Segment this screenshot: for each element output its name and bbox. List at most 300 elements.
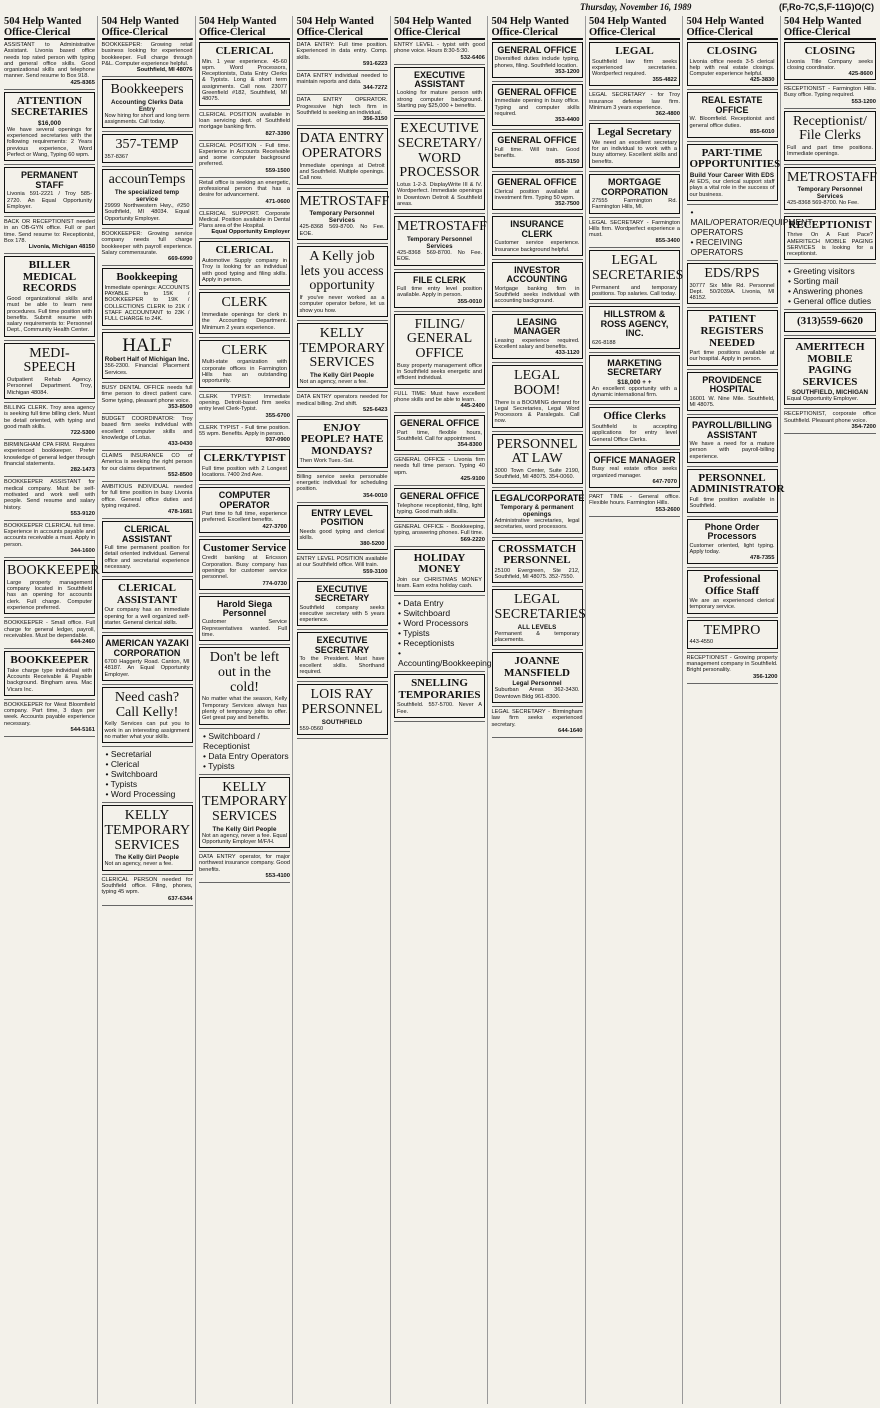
classified-ad: [199, 487, 290, 532]
ad-divider: [394, 388, 485, 389]
ad-headline: LOIS RAY PERSONNEL: [301, 687, 383, 717]
classified-ad: [687, 570, 778, 614]
ad-divider: [199, 289, 290, 290]
column-heading: 504 Help Wanted Office-Clerical: [784, 16, 876, 40]
ad-headline: Phone Order Processors: [704, 521, 760, 542]
classified-ad: [199, 394, 290, 419]
ad-phone: 532-6406: [460, 54, 485, 61]
ad-divider: [784, 263, 876, 264]
classified-ad: [589, 220, 680, 245]
ad-phone: 569-2220: [460, 536, 485, 543]
ad-body: Outpatient Rehab Agency. Personnel Department. Troy, Michigan 48084.: [7, 377, 92, 396]
column-heading: 504 Help Wanted Office-Clerical: [394, 16, 485, 40]
ad-divider: [687, 204, 778, 205]
classified-column: [2, 16, 98, 1404]
ad-body: Customer Service Representatives wanted. Full time.: [202, 619, 287, 638]
ad-body: BOOKKEEPER ASSISTANT for medical company. Must be self-motivated and work well with people. Send resume and salary history.: [4, 479, 95, 511]
ad-body: Part time to full time, experience preferred. Excellent benefits.: [202, 511, 287, 524]
ad-headline: ATTENTION SECRETARIES: [11, 94, 88, 119]
ad-body: Lotus 1-2-3. DisplayWrite III & IV. Wordperfect. Immediate openings in Downtown Detroit & Southfield areas.: [397, 182, 482, 207]
ad-divider: [199, 109, 290, 110]
ad-phone: 637-6344: [168, 895, 193, 902]
ad-body: Immediate openings for clerk in the Accounting Department. Minimum 2 years experience.: [202, 311, 287, 331]
classified-ad: [394, 598, 492, 669]
ad-headline: PART-TIME OPPORTUNITIES: [689, 146, 781, 171]
ad-subhead: Temporary Personnel Services: [406, 235, 473, 250]
ad-divider: [297, 320, 388, 321]
ad-divider: [589, 449, 680, 450]
ad-body: Full time position available in Southfield.: [689, 497, 775, 510]
classified-ad: [102, 385, 193, 410]
ad-divider: [492, 213, 583, 214]
ad-body: LEGAL SECRETARY - for Troy insurance defense law firm. Minimum 3 years experience.: [589, 92, 680, 112]
classified-ad: [297, 394, 388, 413]
ad-headline: Need cash? Call Kelly!: [114, 690, 180, 720]
ad-divider: [297, 94, 388, 95]
classified-ad: [102, 416, 193, 447]
classified-ad: [687, 263, 778, 305]
ad-headline: BOOKKEEPER: [10, 654, 89, 667]
ad-body: Leasing experience required. Excellent salary and benefits.: [494, 337, 580, 350]
ad-divider: [4, 699, 95, 700]
ad-phone: 544-5161: [70, 727, 95, 734]
ad-headline: OFFICE MANAGER: [593, 454, 676, 465]
classified-ad: [4, 620, 95, 645]
ad-phone: 774-0730: [262, 580, 287, 587]
ad-body: Telephone receptionist, filing, light typing. Good math skills.: [397, 502, 482, 515]
classified-ad: [492, 540, 583, 584]
ad-divider: [589, 217, 680, 218]
ad-phone: 355-4822: [652, 77, 677, 84]
ad-divider: [297, 391, 388, 392]
ad-headline: LEASING MANAGER: [513, 316, 561, 337]
ad-divider: [4, 476, 95, 477]
ad-headline: Professional Office Staff: [703, 573, 761, 597]
ad-body: RECEPTIONIST - Growing property management company in Southfield. Bright personality.: [686, 654, 778, 674]
ad-divider: [297, 416, 388, 417]
classified-ad: [492, 174, 583, 210]
ad-divider: [492, 259, 583, 260]
ad-headline: CLERICAL: [215, 244, 274, 257]
classified-ad: [4, 442, 95, 473]
classified-ad: [102, 169, 193, 225]
ad-phone: 647-7070: [652, 478, 677, 485]
ad-body: Immediate openings: ACCOUNTS PAYABLE to 15K / BOOKKEEPER to 19K / COLLECTIONS CLERK to 21K / STAFF ACCOUNTANT to 23K / FULL CHARGE to 24K.: [104, 284, 190, 323]
ad-phone: 425-3830: [750, 77, 775, 84]
ad-divider: [297, 738, 388, 739]
ad-body: LEGAL SECRETARY - Birmingham law firm seeks experienced secretary.: [491, 709, 583, 728]
ad-body: DATA ENTRY operator, for major northwest insurance company. Good benefits.: [199, 854, 290, 873]
classified-ad: [199, 731, 290, 771]
ad-body: CLERICAL POSITION - Full time. Experience in Accounts Receivable and some computer background preferred.: [199, 142, 290, 168]
ad-headline: REAL ESTATE OFFICE: [701, 95, 763, 115]
ad-divider: [394, 546, 485, 547]
ad-body: 425-8368 569-8700. No Fee. EOE.: [397, 249, 482, 263]
ad-divider: [199, 882, 290, 883]
ad-phone: 559-1500: [265, 167, 290, 174]
classified-ad: [394, 457, 485, 482]
classified-ad: [589, 42, 680, 86]
classified-ad: [492, 434, 583, 484]
ad-divider: [394, 595, 485, 596]
ad-body: Part time, flexible hours, Southfield. Call for appointment.: [397, 429, 482, 442]
ad-body: Livonia office needs 3-5 clerical help with real estate closings. Computer experience helpful.: [689, 58, 775, 78]
ad-body: 30777 Six Mile Rd. Personnel Dept. 50/2039A. Livonia, MI 48152.: [689, 282, 775, 302]
ad-phone: 425-9100: [460, 476, 485, 483]
ad-body: CLERICAL PERSON needed for Southfield office. Filing, phones, typing 45 wpm.: [101, 876, 193, 896]
ad-body: Equal Opportunity Employer.: [787, 396, 859, 403]
ad-subhead: $16,000: [37, 119, 62, 127]
classified-ad: [784, 216, 876, 261]
classified-ad: [394, 391, 485, 410]
classified-ad: [4, 651, 95, 696]
ad-body: Full time entry level position available. Apply in person.: [397, 286, 482, 299]
classified-ad: [589, 407, 680, 445]
classified-ad: [199, 449, 290, 481]
ad-phone: 553-4100: [265, 873, 290, 880]
ad-divider: [102, 228, 193, 229]
bullet-item: • Secretarial: [105, 749, 152, 760]
ad-body: DATA ENTRY: Full time position. Experienced in data entry. Comp. skills.: [296, 42, 388, 61]
ad-headline: COMPUTER OPERATOR: [218, 490, 271, 510]
ad-divider: [4, 253, 95, 254]
columns-container: [2, 16, 878, 1404]
ad-subhead: SOUTHFIELD, MICHIGAN: [791, 389, 869, 397]
ad-headline: LEGAL SECRETARIES: [494, 592, 586, 623]
bullet-item: • Word Processing: [105, 789, 176, 800]
ad-divider: [589, 352, 680, 353]
ad-headline: FILING/ GENERAL OFFICE: [406, 316, 473, 361]
ad-phone: 669-6990: [168, 256, 193, 263]
ad-divider: [492, 706, 583, 707]
ad-headline: GENERAL OFFICE: [497, 87, 577, 98]
ad-body: Permanent and temporary positions. Top salaries. Call today.: [592, 284, 677, 298]
classified-column: [392, 16, 492, 1404]
classified-ad: [687, 519, 778, 564]
ad-phone: 356-3150: [363, 116, 388, 123]
ad-headline: INVESTOR ACCOUNTING: [506, 264, 568, 285]
ad-body: Retail office is seeking an energetic, professional person that has a desire for advancement.: [199, 179, 290, 199]
ad-headline: PERSONNEL ADMINISTRATOR: [689, 471, 785, 496]
classified-ad: [492, 490, 583, 534]
ad-subhead: SOUTHFIELD: [321, 718, 363, 726]
ad-divider: [492, 81, 583, 82]
ad-divider: [589, 516, 680, 517]
ad-body: BIRMINGHAM CPA FIRM. Requires experienced bookkeeper. Prefer knowledge of general ledger through financial statements.: [4, 442, 95, 468]
ad-body: ASSISTANT to Administrative Assistant. Livonia based office needs top rated person with typing and general office skills. Good organizational skills and telephone manner. Send resume to Box 918.: [4, 42, 95, 80]
classified-ad: [102, 805, 193, 870]
ad-body: Not an agency, never a fee. Equal Opportunity Employer M/F/H.: [202, 832, 287, 845]
bullet-item: • Sorting mail: [788, 276, 839, 287]
ad-headline: ENJOY PEOPLE? HATE MONDAYS?: [300, 421, 384, 457]
classified-ad: [199, 143, 290, 174]
classified-ad: [687, 42, 778, 86]
ad-body: Min. 1 year experience. 45-60 wpm. Word Processors, Receptionists, Data Entry Clerks & Typists. Long & short term assignments. Call now. 23077 Greenfield #182, Southfield, MI 48075.: [202, 58, 287, 103]
ad-body: ENTRY LEVEL POSITION available at our Southfield office. Will train.: [296, 556, 388, 569]
classified-ad: [394, 118, 485, 210]
ad-divider: [589, 120, 680, 121]
classified-ad: [687, 469, 785, 513]
ad-body: BUSY DENTAL OFFICE needs full time person to direct patient care. Some typing, pleasant phone voice.: [101, 385, 193, 404]
ad-phone: 445-2400: [460, 403, 485, 410]
classified-ad: [492, 314, 583, 359]
classified-ad: [394, 67, 485, 113]
ad-phone: 722-5300: [70, 430, 95, 437]
classified-ad: [589, 250, 684, 300]
ad-phone: 353-8500: [168, 403, 193, 410]
ad-headline: 357-TEMP: [115, 137, 179, 153]
ad-body: BILLING CLERK. Troy area agency is seeking full time billing clerk. Must be detail oriented, with typing and good math skills.: [4, 405, 95, 430]
classified-ad: [589, 494, 680, 513]
ad-headline: DATA ENTRY OPERATORS: [299, 131, 385, 162]
classified-ad: [492, 84, 583, 126]
bullet-item: • Greeting visitors: [788, 266, 855, 277]
ad-body: DATA ENTRY OPERATOR. Progressive high tech firm in Southfield is seeking an individual.: [296, 97, 388, 117]
classified-column: [197, 16, 293, 1404]
classified-ad: [784, 338, 876, 405]
ad-headline: EXECUTIVE SECRETARY: [314, 583, 370, 604]
ad-headline: Receptionist/ File Clerks: [793, 113, 867, 144]
ad-body: Administrative secretaries, legal secretaries, word processors.: [494, 518, 580, 531]
ad-body: Part time positions available at our hospital. Apply in person.: [689, 350, 775, 363]
classified-ad: [297, 505, 388, 550]
ad-divider: [102, 166, 193, 167]
ad-body: BOOKKEEPER for West Bloomfield company. Part time, 3 days per week. Accounts payable experience necessary.: [4, 701, 95, 727]
classified-ad: [102, 521, 193, 573]
classified-ad: [492, 589, 586, 646]
classified-ad: [297, 73, 388, 92]
ad-divider: [394, 721, 485, 722]
ad-subhead: Temporary & permanent openings: [500, 504, 574, 519]
ad-divider: [199, 593, 290, 594]
classified-ad: [394, 272, 485, 308]
classified-ad: [102, 877, 193, 902]
ad-divider: [492, 171, 583, 172]
ad-body: CLAIMS INSURANCE CO of America is seeking the right person for our claims department.: [101, 453, 193, 472]
classified-ad: [4, 343, 95, 399]
ad-divider: [394, 521, 485, 522]
ad-headline: CLERICAL ASSISTANT: [121, 524, 173, 544]
ad-headline: Harold Siega Personnel: [216, 598, 272, 618]
ad-divider: [199, 208, 290, 209]
bullet-item: • Typists: [203, 760, 235, 771]
classified-ad: [687, 655, 778, 680]
ad-body: RECEPTIONIST, corporate office Southfield. Pleasant phone voice.: [784, 411, 876, 424]
classified-ad: [297, 684, 388, 735]
classified-ad: [784, 266, 876, 306]
ad-body: Looking for mature person with strong computer background. Starting pay $25,000 + benefits.: [397, 90, 482, 110]
bullet-item: • Typists: [105, 779, 138, 790]
ad-body: Automotive Supply company in Troy is looking for an individual with good typing and filing skills. Apply in person.: [202, 258, 287, 283]
classified-ad: [394, 524, 485, 543]
ad-headline: PATIENT REGISTERS NEEDED: [700, 313, 764, 349]
ad-phone: 354-7200: [851, 424, 876, 431]
page-code: (F,Ro-7C,S,F-11G)O(C): [778, 2, 874, 12]
ad-divider: [102, 874, 193, 875]
ad-body: CLERICAL SUPPORT. Corporate Medical. Position available in Dental Plans area of the Hospital.: [199, 210, 290, 230]
ad-divider: [102, 265, 193, 266]
ad-body: Customer service experience. Insurance background helpful.: [494, 240, 580, 253]
ad-headline: HALF: [122, 334, 172, 356]
ad-headline: GENERAL OFFICE: [497, 177, 577, 188]
classified-column: [587, 16, 683, 1404]
classified-ad: [394, 216, 485, 265]
classified-ad: [297, 128, 388, 184]
classified-ad: [199, 539, 290, 590]
ad-divider: [492, 431, 583, 432]
ad-headline: PERSONNEL AT LAW: [496, 436, 578, 467]
ad-phone: 855-3150: [555, 159, 580, 166]
bullet-item: • Switchboard: [398, 608, 451, 619]
ad-body: We need an excellent secretary for an individual to work with a busy attorney. Excellent skills and benefits.: [592, 139, 677, 165]
ad-phone: 855-3400: [655, 238, 680, 245]
ad-divider: [687, 466, 778, 467]
ad-divider: [102, 905, 193, 906]
ad-divider: [102, 746, 193, 747]
ad-headline: GENERAL OFFICE: [497, 135, 577, 146]
ad-divider: [589, 89, 680, 90]
ad-subhead: Temporary Personnel Services: [309, 210, 375, 225]
ad-headline: LEGAL SECRETARIES: [592, 253, 684, 284]
ad-headline: KELLY TEMPORARY SERVICES: [104, 808, 191, 853]
ad-divider: [297, 681, 388, 682]
ad-subhead: The Kelly Girl People: [310, 371, 374, 379]
classified-ad: [297, 246, 388, 317]
column-heading: 504 Help Wanted Office-Clerical: [4, 16, 95, 40]
ad-headline: AMERICAN YAZAKI CORPORATION: [105, 638, 189, 658]
classified-ad: [784, 167, 876, 210]
ad-body: Diversified duties include typing, phones, filing. Southfield location.: [494, 56, 580, 69]
ad-divider: [589, 171, 680, 172]
ad-body: CLERICAL POSITION available in loan servicing dept. of Southfield mortgage banking firm.: [199, 111, 290, 131]
ad-headline: Bookkeeping: [116, 271, 178, 284]
ad-body: BOOKKEEPER: Growing service company needs full charge bookkeeper with payroll experience. Salary commensurate.: [101, 231, 193, 256]
classified-ad: [4, 167, 95, 213]
ad-body: DATA ENTRY operators needed for medical billing. 2nd shift.: [296, 394, 388, 407]
ad-body: Southfield is accepting applications for entry level General Office Clerks.: [592, 424, 677, 443]
ad-body: Our company has an immediate opening for a well organized self-starter. General clerical skills.: [104, 607, 190, 626]
ad-divider: [687, 260, 778, 261]
ad-divider: [492, 586, 583, 587]
classified-column: [295, 16, 391, 1404]
ad-divider: [4, 340, 95, 341]
ad-headline: A Kelly job lets you access opportunity: [300, 248, 384, 294]
ad-divider: [297, 188, 388, 189]
ad-divider: [784, 433, 876, 434]
ad-phone: 380-5200: [360, 541, 385, 548]
ad-divider: [297, 629, 388, 630]
column-heading: 504 Help Wanted Office-Clerical: [687, 16, 778, 40]
ad-divider: [394, 269, 485, 270]
ad-headline: PROVIDENCE HOSPITAL: [702, 374, 762, 395]
ad-phone: 644-1640: [558, 727, 583, 734]
classified-ad: [394, 415, 485, 451]
ad-body: Permanent & temporary placements.: [494, 630, 580, 644]
ad-divider: [394, 671, 485, 672]
classified-ad: [4, 42, 95, 86]
ad-divider: [784, 213, 876, 214]
ad-divider: [297, 553, 388, 554]
classified-column: [490, 16, 586, 1404]
ad-divider: [199, 536, 290, 537]
ad-divider: [199, 238, 290, 239]
ad-headline: Legal Secretary: [597, 126, 672, 139]
ad-divider: [297, 70, 388, 71]
ad-body: 443-4550: [689, 639, 714, 646]
ad-body: RECEPTIONIST - Farmington Hills. Busy office. Typing required.: [784, 86, 876, 99]
ad-headline: accounTemps: [108, 172, 186, 188]
ad-divider: [4, 617, 95, 618]
ad-phone: 354-0010: [363, 492, 388, 499]
ad-body: Southfield company seeks executive secretary with 5 years experience.: [299, 604, 385, 624]
classified-ad: [199, 425, 290, 444]
ad-body: BUDGET COORDINATOR: Troy based firm seeks individual with excellent computer skills and knowledge of Lotus.: [101, 415, 193, 441]
classified-ad: [297, 97, 388, 122]
ad-headline: BOOKKEEPER: [7, 563, 100, 579]
classified-ad: [102, 635, 193, 681]
ad-divider: [394, 213, 485, 214]
classified-ad: [297, 474, 388, 499]
ad-divider: [394, 412, 485, 413]
ad-headline: CLOSING: [706, 45, 758, 57]
ad-body: 357-8367: [104, 154, 129, 161]
ad-divider: [102, 329, 193, 330]
ad-body: GENERAL OFFICE - Livonia firm needs full time person. Typing 40 wpm.: [394, 457, 485, 476]
ad-divider: [4, 648, 95, 649]
classified-ad: [297, 42, 388, 67]
ad-body: Clerical position available at investment firm. Typing 50 wpm.: [494, 188, 580, 202]
classified-ad: [199, 647, 290, 724]
classified-ad: [687, 620, 778, 649]
ad-subhead: Temporary Personnel Services: [797, 186, 863, 201]
classified-ad: [199, 180, 290, 205]
ad-divider: [102, 76, 193, 77]
ad-body: Busy real estate office seeks organized manager.: [592, 466, 677, 479]
ad-divider: [102, 131, 193, 132]
ad-headline: TEMPRO: [703, 622, 761, 638]
classified-ad: [687, 372, 778, 411]
ad-divider: [4, 216, 95, 217]
column-heading: 504 Help Wanted Office-Clerical: [199, 16, 290, 40]
ad-divider: [784, 309, 876, 310]
ad-phone: 433-1120: [555, 350, 580, 357]
ad-divider: [4, 89, 95, 90]
ad-headline: HILLSTROM & ROSS AGENCY, INC.: [600, 309, 669, 339]
ad-body: Livonia Title Company seeks closing coordinator.: [787, 58, 873, 71]
ad-body: Kelly Services can put you to work in an interesting assignment no matter what your skills.: [104, 721, 190, 741]
ad-divider: [102, 382, 193, 383]
bullet-list: [687, 206, 813, 257]
ad-headline: Bookkeepers: [110, 82, 184, 98]
classified-ad: [784, 86, 876, 105]
ad-headline: EXECUTIVE SECRETARY/ WORD PROCESSOR: [397, 121, 482, 181]
ad-body: At EDS, our clerical support staff plays a vital role in the success of our business.: [689, 179, 775, 198]
classified-ad: [784, 312, 876, 332]
classified-ad: [492, 709, 583, 734]
ad-divider: [297, 125, 388, 126]
ad-body: ENTRY LEVEL - typist with good phone voice. Hours 8:30-5:30.: [394, 42, 485, 55]
ad-divider: [589, 404, 680, 405]
classified-ad: [297, 556, 388, 575]
classified-ad: [102, 579, 193, 629]
ad-headline: KELLY TEMPORARY SERVICES: [202, 779, 288, 824]
classified-ad: [199, 241, 290, 286]
classified-ad: [492, 216, 583, 255]
classified-ad: [394, 488, 485, 518]
classified-ad: [199, 777, 290, 849]
ad-body: 356-2300. Financial Placement Services.: [104, 363, 190, 376]
ad-headline: ENTRY LEVEL POSITION: [311, 507, 373, 528]
